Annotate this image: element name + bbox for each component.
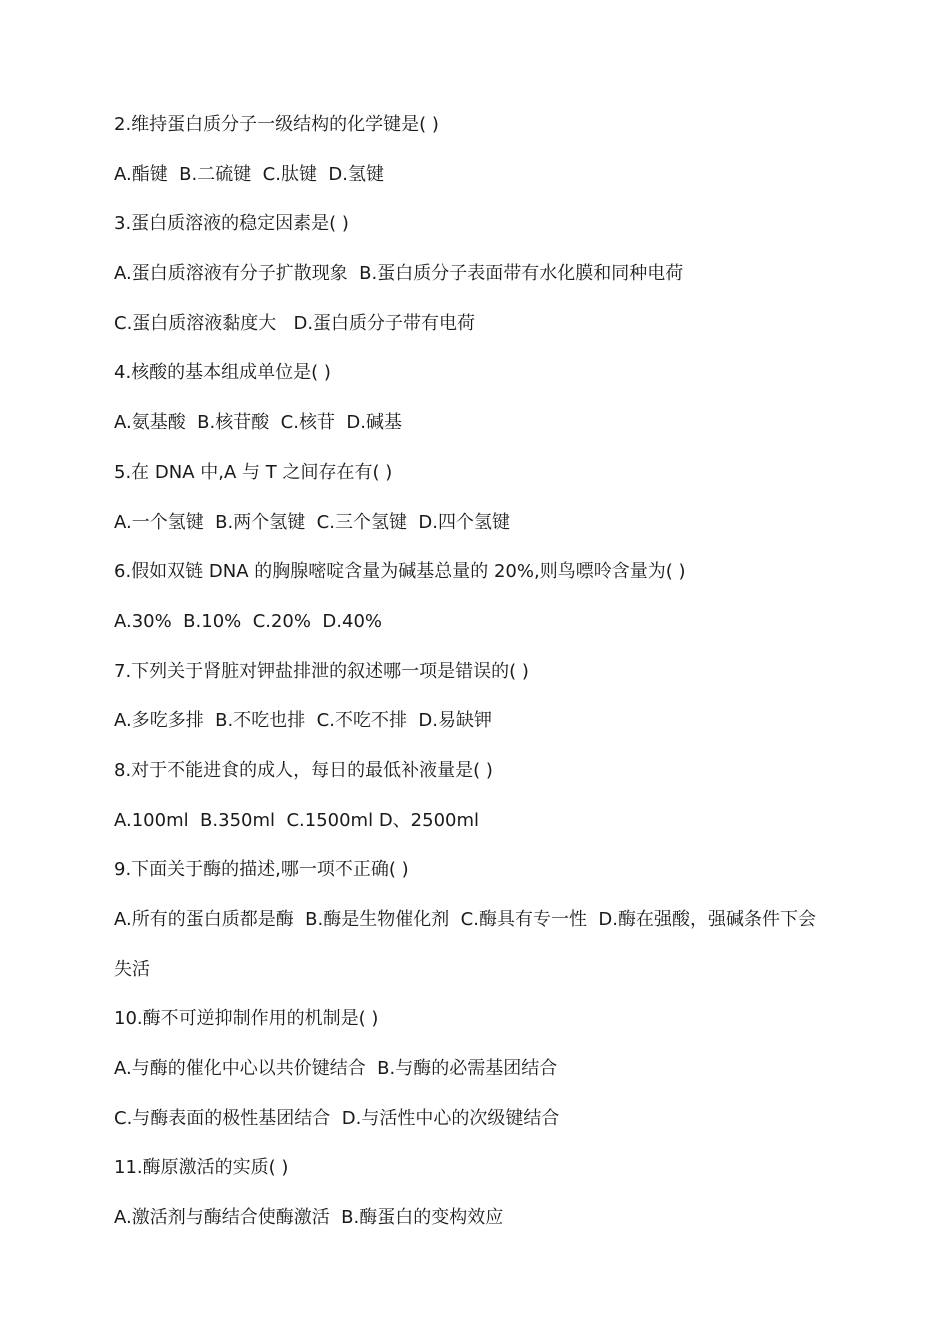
question-9-options: A.所有的蛋白质都是酶 B.酶是生物催化剂 C.酶具有专一性 D.酶在强酸，强碱条件下会 (114, 909, 816, 930)
question-6-options: A.30% B.10% C.20% D.40% (114, 610, 383, 632)
question-3-options-cd: C.蛋白质溶液黏度大 D.蛋白质分子带有电荷 (114, 312, 476, 334)
question-7-options: A.多吃多排 B.不吃也排 C.不吃不排 D.易缺钾 (114, 710, 492, 732)
question-11: 11.酶原激活的实质( ) (114, 1157, 289, 1179)
question-3-options-ab: A.蛋白质溶液有分子扩散现象 B.蛋白质分子表面带有水化膜和同种电荷 (114, 263, 684, 285)
question-10: 10.酶不可逆抑制作用的机制是( ) (114, 1008, 379, 1030)
question-8: 8.对于不能进食的成人，每日的最低补液量是( ) (114, 759, 493, 781)
question-5: 5.在 DNA 中,A 与 T 之间存在有( ) (114, 461, 393, 483)
question-9: 9.下面关于酶的描述,哪一项不正确( ) (114, 859, 409, 881)
question-10-options-ab: A.与酶的催化中心以共价键结合 B.与酶的必需基团结合 (114, 1058, 558, 1080)
question-9-options-continued: 失活 (114, 958, 150, 980)
question-10-options-cd: C.与酶表面的极性基团结合 D.与活性中心的次级键结合 (114, 1107, 560, 1129)
question-8-options: A.100ml B.350ml C.1500ml D、2500ml (114, 809, 480, 831)
question-list (114, 111, 874, 1254)
question-2: 2.维持蛋白质分子一级结构的化学键是( ) (114, 114, 439, 135)
question-5-options: A.一个氢键 B.两个氢键 C.三个氢键 D.四个氢键 (114, 511, 510, 533)
question-4-options: A.氨基酸 B.核苷酸 C.核苷 D.碱基 (114, 412, 402, 434)
question-4: 4.核酸的基本组成单位是( ) (114, 362, 331, 384)
question-11-options-ab: A.激活剂与酶结合使酶激活 B.酶蛋白的变构效应 (114, 1207, 504, 1229)
question-7: 7.下列关于肾脏对钾盐排泄的叙述哪一项是错误的( ) (114, 660, 529, 682)
question-3: 3.蛋白质溶液的稳定因素是( ) (114, 213, 349, 235)
question-6: 6.假如双链 DNA 的胸腺嘧啶含量为碱基总量的 20%,则鸟嘌呤含量为( ) (114, 561, 686, 583)
question-2-options: A.酯键 B.二硫键 C.肽键 D.氢键 (114, 163, 384, 185)
